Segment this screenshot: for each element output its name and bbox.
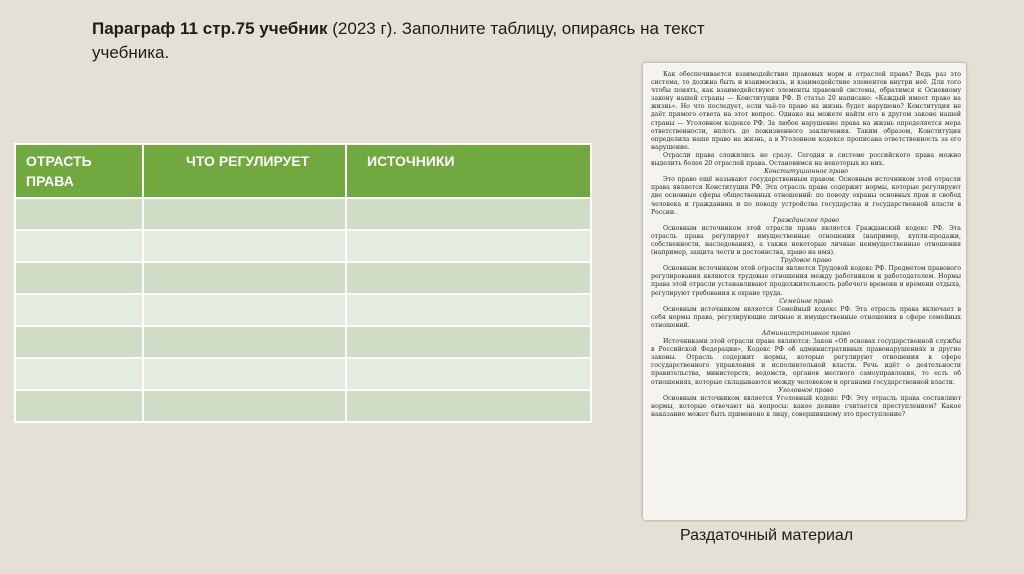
table-cell-sources[interactable] [346,294,591,326]
handout-section-heading: Административное право [761,330,851,337]
table-cell-branch[interactable] [15,390,143,422]
task-title-text: (2023 г). Заполните таблицу, опираясь на текст учебника. [92,19,705,62]
handout-paragraph: Это право ещё называют государственным правом. Основным источником этой отрасли права является Конституция РФ. Эта отрасль права содержит нормы, которые регулируют две основные сферы общественных отношений: по поводу охраны основных прав и свобод человека и гражданина и по поводу устройства государства и государственной власти в России. [651,176,961,216]
table-row [15,198,591,230]
handout-paragraph: Основным источником этой отрасли является Трудовой кодекс РФ. Предметом правового регулирования являются трудовые отношения между работником и работодателем. Нормы права этой отрасли устанавливают продолжительность рабочего времени и времени отдыха, регулируют требования к охране труда. [651,265,961,297]
handout-caption: Раздаточный материал [680,527,854,544]
task-title-bold: Параграф 11 стр.75 учебник [92,19,328,38]
table-cell-branch[interactable] [15,198,143,230]
task-title [92,17,732,65]
table-cell-regulates[interactable] [143,230,346,262]
handout-paragraph: Источниками этой отрасли права являются: Закон «Об основах государственной службы в Российской Федерации», Кодекс РФ об административных правонарушениях и другие законы. Отрасль содержит нормы, которые регулируют отношения в сфере государственного управления и исполнительной власти. Речь идёт о деятельности правительства, министерств, ведомств, органов местного самоуправления, то есть об отношениях, которые складываются между человеком и органами государственной власти. [651,338,961,386]
table-cell-branch[interactable] [15,358,143,390]
handout-section-heading: Трудовое право [780,257,832,265]
table-cell-regulates[interactable] [143,262,346,294]
handout-section-heading: Уголовное право [778,386,834,394]
table-cell-sources[interactable] [346,358,591,390]
fill-in-table [14,143,592,423]
table-row [15,262,591,294]
table-cell-branch[interactable] [15,262,143,294]
table-cell-sources[interactable] [346,262,591,294]
table-row [15,294,591,326]
table-row [15,390,591,422]
handout-paragraph: Основным источником является Семейный кодекс РФ. Эта отрасль права включает в себя нормы права, регулирующие личные и имущественные отношения в сфере семейных отношений. [651,305,961,329]
table-cell-branch[interactable] [15,326,143,358]
table-cell-regulates[interactable] [143,326,346,358]
table-cell-regulates[interactable] [143,198,346,230]
table-row [15,326,591,358]
table-row [15,358,591,390]
table-cell-regulates[interactable] [143,390,346,422]
table-cell-sources[interactable] [346,390,591,422]
table-cell-branch[interactable] [15,294,143,326]
handout-paragraph: Основным источником этой отрасли права является Гражданский кодекс РФ. Эта отрасль права регулирует имущественные отношения (например, купли-продажи, собственности, наследования), а также некоторые личные неимущественные отношения (например, защита чести и достоинства, право на имя). [651,224,961,257]
table-cell-branch[interactable] [15,230,143,262]
handout-paragraph: Как обеспечивается взаимодействие правовых норм и отраслей права? Ведь раз это система, то должна быть и взаимосвязь, и взаимодействие элементов внутри неё. Для того чтобы понять, как взаимодействуют элементы правовой системы, обратимся к Основному закону нашей страны — Конституции РФ. В статье 20 написано: «Каждый имеет право на жизнь». Но что последует, если чьё-то право на жизнь будет нарушено? Конституция не даёт прямого ответа на этот вопрос. Однако вы можете найти его в другом законе нашей страны — Уголовном кодексе РФ. За любое нарушение права на жизнь определяется мера ответственности, вплоть до пожизненного заключения. Таким образом, Конституция определила наше право на жизнь, а в Уголовном кодексе прописана ответственность за его нарушение. [651,71,961,151]
table-cell-regulates[interactable] [143,358,346,390]
table-header-row [15,144,591,198]
table-cell-sources[interactable] [346,198,591,230]
handout-section-heading: Гражданское право [773,216,839,224]
handout-text-page [643,63,966,520]
table-row [15,230,591,262]
handout-paragraph: Отрасли права сложились не сразу. Сегодня в системе российского права можно выделить более 20 отраслей права. Остановимся на некоторых из них. [651,151,961,168]
table-cell-sources[interactable] [346,326,591,358]
handout-paragraph: Основным источником является Уголовный кодекс РФ. Эту отрасль права составляют нормы, которые отвечают на вопросы: какое деяние считается преступлением? Какое наказание может быть применено к лицу, совершившему это преступление? [651,394,961,418]
table-cell-sources[interactable] [346,230,591,262]
table-cell-regulates[interactable] [143,294,346,326]
handout-section-heading: Конституционное право [764,168,848,176]
column-header-branch: ОТРАСТЬ ПРАВА [15,144,143,198]
column-header-sources: ИСТОЧНИКИ [346,144,591,198]
handout-section-heading: Семейное право [779,297,833,305]
column-header-regulates: ЧТО РЕГУЛИРУЕТ [143,144,346,198]
